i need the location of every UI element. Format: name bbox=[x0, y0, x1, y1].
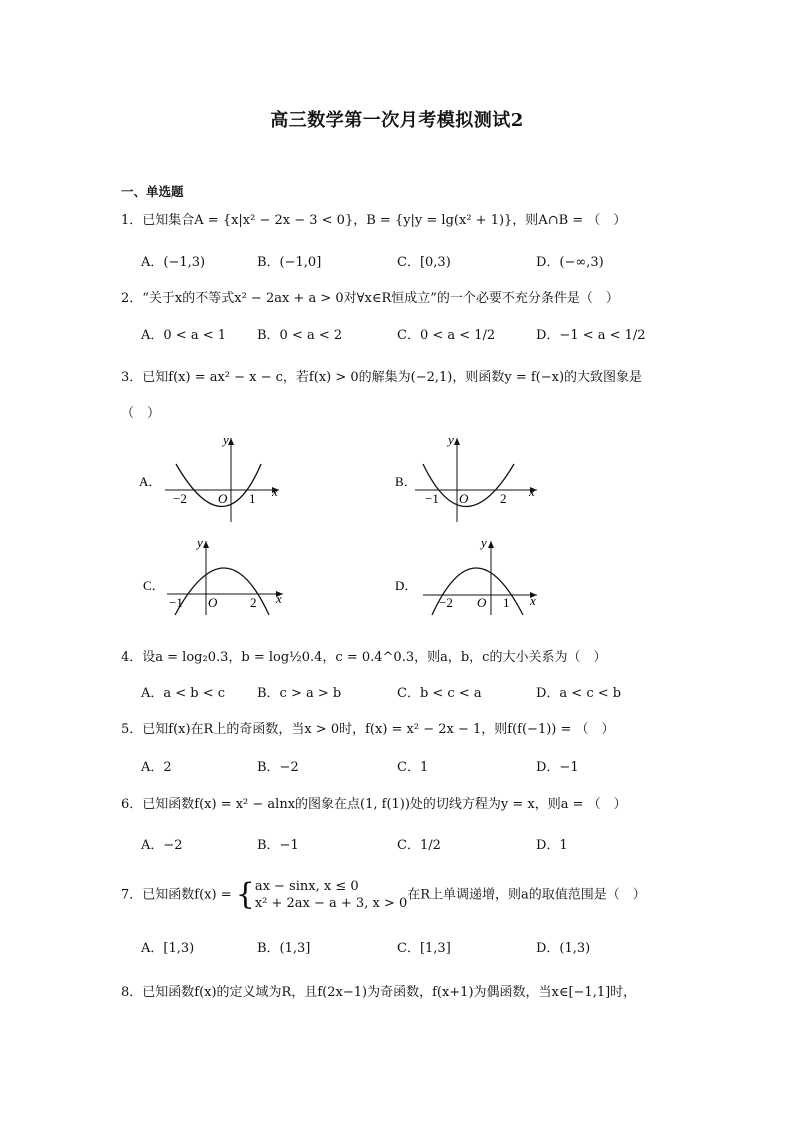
q7-option-b: B．(1,3] bbox=[257, 941, 311, 956]
question-5-stem: 5．已知f(x)在R上的奇函数，当x > 0时，f(x) = x² − 2x − 1，则f(f(−1)) = （ ） bbox=[121, 722, 615, 737]
y-axis-label: y bbox=[448, 432, 454, 447]
y-axis-label: y bbox=[197, 535, 203, 550]
q5-option-a: A．2 bbox=[141, 760, 172, 775]
q5-option-d: D．−1 bbox=[536, 760, 579, 775]
origin-label: O bbox=[477, 595, 487, 610]
q4-option-c: C．b < c < a bbox=[397, 686, 482, 701]
piecewise-brace: { bbox=[235, 877, 255, 912]
question-2-stem: 2．“关于x的不等式x² − 2ax + a > 0对∀x∈R恒成立”的一个必要不充分条件是（ ） bbox=[121, 291, 619, 306]
x-axis-label: x bbox=[530, 593, 536, 608]
q1-option-a: A．(−1,3) bbox=[141, 255, 206, 270]
piecewise-case-2: x² + 2ax − a + 3, x > 0 bbox=[254, 896, 408, 911]
y-axis-arrow bbox=[228, 438, 234, 445]
q3-graph-d bbox=[395, 535, 555, 620]
q4-option-d: D．a < c < b bbox=[536, 686, 622, 701]
q3-label-c: C． bbox=[143, 578, 165, 593]
q7-stem-suffix: 在R上单调递增，则a的取值范围是（ ） bbox=[407, 887, 646, 903]
q7-option-a: A．[1,3) bbox=[141, 941, 195, 956]
q1-option-b: B．(−1,0] bbox=[257, 255, 322, 270]
q3-graph-c bbox=[143, 535, 303, 620]
page-title: 高三数学第一次月考模拟测试2 bbox=[270, 110, 524, 131]
origin-label: O bbox=[218, 491, 228, 506]
q2-option-b: B．0 < a < 2 bbox=[257, 328, 343, 343]
q5-option-b: B．−2 bbox=[257, 760, 299, 775]
y-axis-arrow bbox=[454, 438, 460, 445]
q6-option-b: B．−1 bbox=[257, 838, 299, 853]
origin-label: O bbox=[459, 491, 469, 506]
tick-label: 1 bbox=[503, 595, 510, 610]
q6-option-c: C．1/2 bbox=[397, 838, 441, 853]
q3-label-b: B． bbox=[395, 474, 417, 489]
piecewise-cases bbox=[255, 878, 407, 912]
tick-label: −2 bbox=[173, 491, 187, 506]
question-3-stem: 3．已知f(x) = ax² − x − c，若f(x) > 0的解集为(−2,1)，则函数y = f(−x)的大致图象是 bbox=[121, 370, 643, 385]
x-axis-label: x bbox=[272, 484, 278, 499]
tick-label: −2 bbox=[439, 595, 453, 610]
section-heading: 一、单选题 bbox=[121, 184, 184, 199]
q3-label-a: A． bbox=[139, 474, 162, 489]
y-axis-label: y bbox=[223, 432, 229, 447]
question-7-stem bbox=[121, 878, 646, 913]
x-axis-label: x bbox=[276, 591, 282, 606]
q3-graph-a bbox=[139, 432, 299, 527]
q7-stem-prefix: 7．已知函数f(x) = bbox=[121, 887, 236, 903]
question-6-stem: 6．已知函数f(x) = x² − alnx的图象在点(1, f(1))处的切线方程为y = x，则a = （ ） bbox=[121, 797, 627, 812]
piecewise-case-1: ax − sinx, x ≤ 0 bbox=[254, 879, 359, 894]
q6-option-d: D．1 bbox=[536, 838, 568, 853]
q4-option-a: A．a < b < c bbox=[141, 686, 226, 701]
q3-label-d: D． bbox=[395, 578, 418, 593]
q2-option-a: A．0 < a < 1 bbox=[141, 328, 226, 343]
q6-option-a: A．−2 bbox=[141, 838, 183, 853]
tick-label: 1 bbox=[249, 491, 256, 506]
y-axis-arrow bbox=[203, 541, 209, 548]
y-axis-arrow bbox=[488, 541, 494, 548]
q3-graph-b bbox=[395, 432, 555, 527]
q1-option-c: C．[0,3) bbox=[397, 255, 451, 270]
question-3-blank: （ ） bbox=[121, 406, 161, 421]
y-axis-label: y bbox=[481, 535, 487, 550]
tick-label: −1 bbox=[169, 595, 183, 610]
question-1-stem: 1．已知集合A = {x|x² − 2x − 3 < 0}，B = {y|y = lg(x² + 1)}，则A∩B = （ ） bbox=[121, 213, 627, 228]
q7-option-c: C．[1,3] bbox=[397, 941, 451, 956]
q2-option-c: C．0 < a < 1/2 bbox=[397, 328, 496, 343]
question-4-stem: 4．设a = log₂0.3，b = log½0.4，c = 0.4^0.3，则a，b，c的大小关系为（ ） bbox=[121, 650, 607, 665]
question-8-stem: 8．已知函数f(x)的定义域为R，且f(2x−1)为奇函数，f(x+1)为偶函数，当x∈[−1,1]时， bbox=[121, 985, 637, 1000]
origin-label: O bbox=[208, 595, 218, 610]
x-axis-label: x bbox=[529, 484, 535, 499]
tick-label: 2 bbox=[500, 491, 507, 506]
tick-label: 2 bbox=[250, 595, 257, 610]
q5-option-c: C．1 bbox=[397, 760, 429, 775]
q1-option-d: D．(−∞,3) bbox=[536, 255, 604, 270]
tick-label: −1 bbox=[425, 491, 439, 506]
q2-option-d: D．−1 < a < 1/2 bbox=[536, 328, 646, 343]
q4-option-b: B．c > a > b bbox=[257, 686, 342, 701]
q7-option-d: D．(1,3) bbox=[536, 941, 591, 956]
